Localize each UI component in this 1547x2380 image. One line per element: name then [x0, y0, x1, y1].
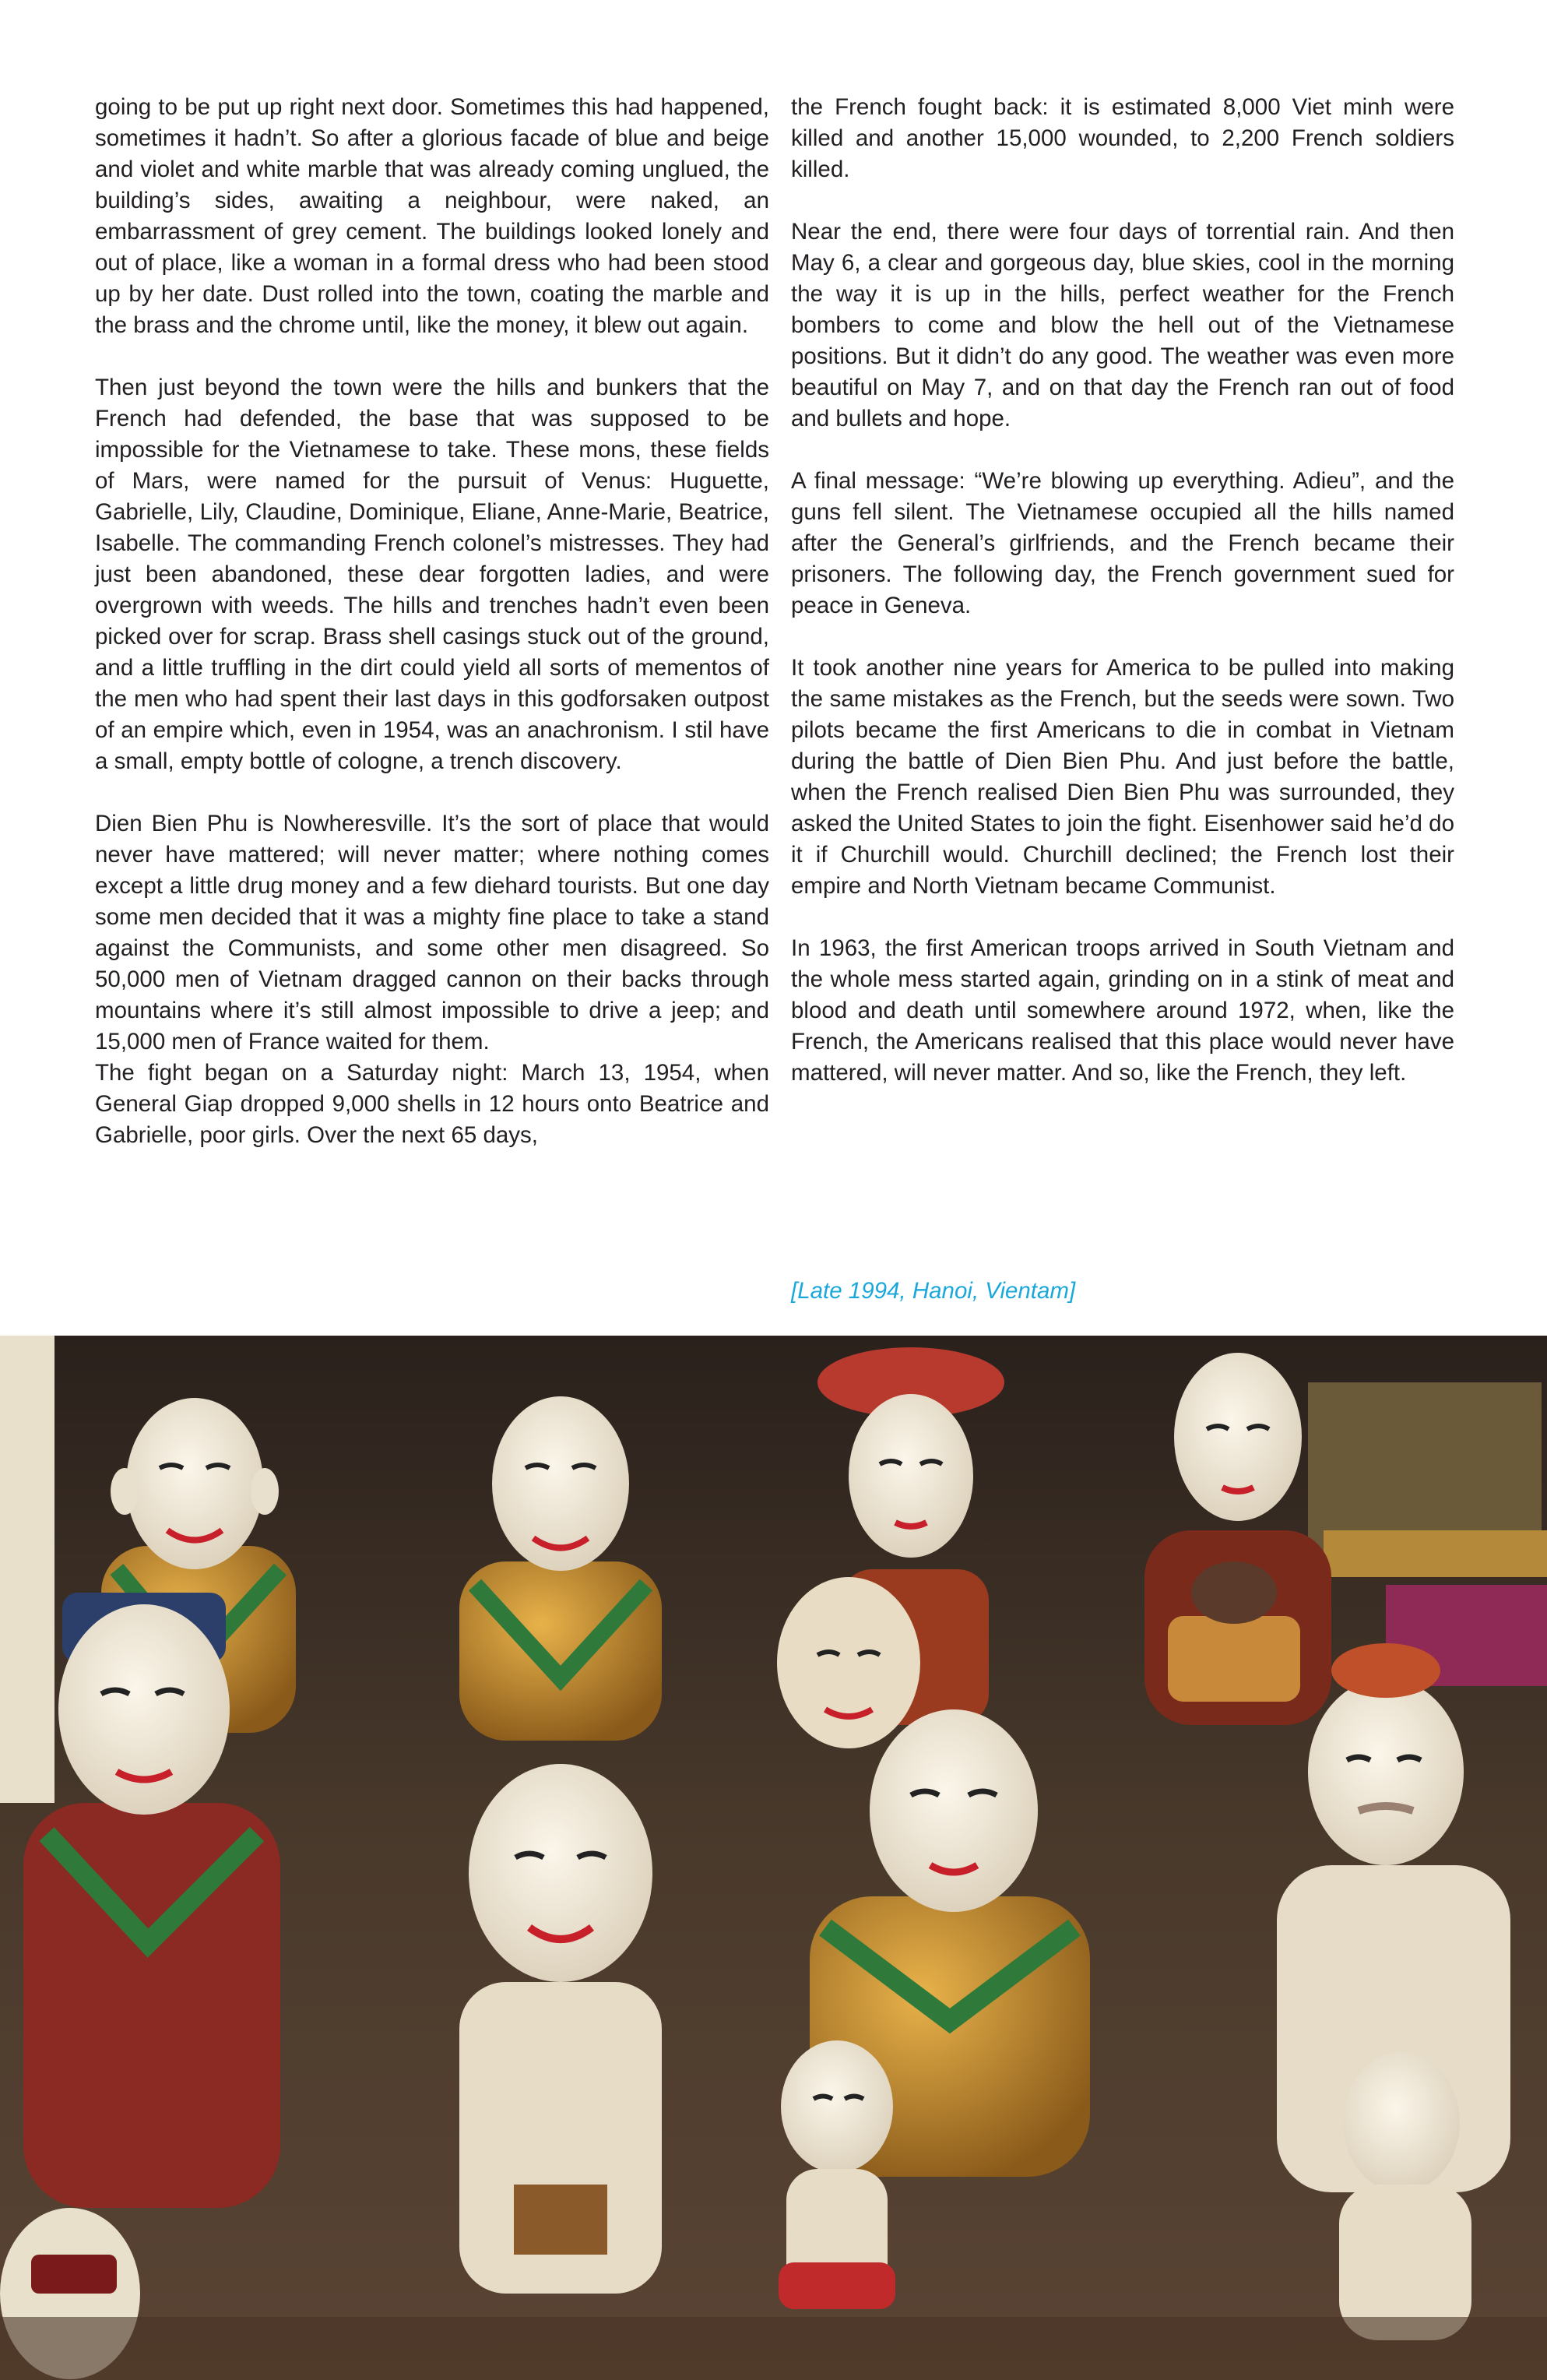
article-paragraph: The fight began on a Saturday night: March 13, 1954, when General Giap dropped 9,000 shells in 12 hours onto Beatrice and Gabrielle, poor girls. Over the next 65 days, [95, 1060, 769, 1148]
article-paragraph: In 1963, the first American troops arrived in South Vietnam and the whole mess started again, grinding on in a stink of meat and blood and death until somewhere around 1972, when, like the French, the Americans realised that this place would never have mattered, will never matter. And so, like the French, they left. [791, 935, 1454, 1086]
article-paragraph: Dien Bien Phu is Nowheresville. It’s the sort of place that would never have mattered; will never matter; where nothing comes except a little drug money and a few diehard tourists. But one day some men decided that it was a mighty fine place to take a stand against the Communists, and some other men disagreed. So 50,000 men of Vietnam dragged cannon on their backs through mountains where it’s still almost impossible to drive a jeep; and 15,000 men of France waited for them. [95, 811, 769, 1054]
article-paragraph: Near the end, there were four days of torrential rain. And then May 6, a clear and gorgeous day, blue skies, cool in the morning the way it is up in the hills, perfect weather for the French bombers to come and blow the hell out of the Vietnamese positions. But it didn’t do any good. The weather was even more beautiful on May 7, and on that day the French ran out of food and bullets and hope. [791, 219, 1454, 431]
article-paragraph: Then just beyond the town were the hills and bunkers that the French had defended, the base that was supposed to be impossible for the Vietnamese to take. These mons, these fields of Mars, were named for the pursuit of Venus: Huguette, Gabrielle, Lily, Claudine, Dominique, Eliane, Anne-Marie, Beatrice, Isabelle. The commanding French colonel’s mistresses. They had just been abandoned, these dear forgotten ladies, and were overgrown with weeds. The hills and trenches hadn’t even been picked over for scrap. Brass shell casings stuck out of the ground, and a little truffling in the dirt could yield all sorts of mementos of the men who had spent their last days in this godforsaken outpost of an empire which, even in 1954, was an anachronism. I stil have a small, empty bottle of cologne, a trench discovery. [95, 375, 769, 774]
article-paragraph: It took another nine years for America to be pulled into making the same mistakes as the French, but the seeds were sown. Two pilots became the first Americans to die in combat in Vietnam during the battle of Dien Bien Phu. And just before the battle, when the French realised Dien Bien Phu was surrounded, they asked the United States to join the fight. Eisenhower said he’d do it if Churchill would. Churchill declined; the French lost their empire and North Vietnam became Communist. [791, 655, 1454, 899]
article-left-column [95, 92, 769, 1151]
article-right-column [791, 92, 1454, 1120]
article-paragraph: going to be put up right next door. Sometimes this had happened, sometimes it hadn’t. So after a glorious facade of blue and beige and violet and white marble that was already coming unglued, the building’s sides, awaiting a neighbour, were naked, an embarrassment of grey cement. The buildings looked lonely and out of place, like a woman in a formal dress who had been stood up by her date. Dust rolled into the town, coating the marble and the brass and the chrome until, like the money, it blew out again. [95, 94, 769, 338]
dateline: [Late 1994, Hanoi, Vientam] [791, 1278, 1076, 1304]
water-puppets-photo [0, 1336, 1547, 2380]
article-paragraph: A final message: “We’re blowing up everything. Adieu”, and the guns fell silent. The Vietnamese occupied all the hills named after the General’s girlfriends, and the French became their prisoners. The following day, the French government sued for peace in Geneva. [791, 468, 1454, 618]
water-puppet-figures-icon [0, 1336, 1547, 2380]
article-paragraph: the French fought back: it is estimated 8,000 Viet minh were killed and another 15,000 wounded, to 2,200 French soldiers killed. [791, 94, 1454, 182]
